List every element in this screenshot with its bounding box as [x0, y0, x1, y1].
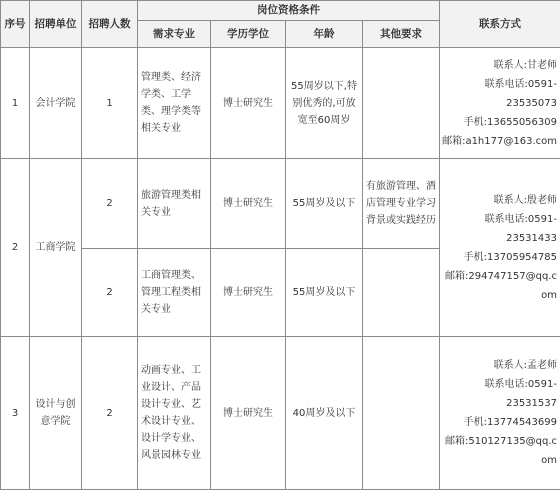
- cell-other: [363, 249, 440, 337]
- header-unit: 招聘单位: [30, 1, 82, 48]
- cell-age: 55周岁及以下: [286, 159, 363, 249]
- table-row: [1, 337, 560, 490]
- header-seq: 序号: [1, 1, 30, 48]
- cell-unit: 工商学院: [30, 159, 82, 337]
- header-qualifications: 岗位资格条件: [138, 1, 440, 21]
- contact-person: 联系人:甘老师: [493, 59, 557, 71]
- cell-count: 1: [82, 48, 138, 159]
- header-row: [1, 1, 560, 21]
- cell-count: 2: [82, 159, 138, 249]
- table-row: [1, 48, 560, 159]
- contact-phone: 23535073: [506, 97, 557, 109]
- cell-age: 55周岁及以下: [286, 249, 363, 337]
- contact-phone-label: 联系电话:0591-: [484, 213, 557, 225]
- header-other: 其他要求: [363, 21, 440, 48]
- cell-contact: [440, 159, 560, 337]
- header-contact: 联系方式: [440, 1, 560, 48]
- cell-major: 管理类、经济学类、工学类、理学类等相关专业: [138, 48, 211, 159]
- contact-phone-label: 联系电话:0591-: [484, 78, 557, 90]
- cell-contact: [440, 337, 560, 490]
- header-degree: 学历学位: [211, 21, 286, 48]
- cell-seq: 2: [1, 159, 30, 337]
- contact-person: 联系人:殷老师: [493, 194, 557, 206]
- cell-degree: 博士研究生: [211, 48, 286, 159]
- contact-phone: 23531433: [506, 232, 557, 244]
- header-major: 需求专业: [138, 21, 211, 48]
- cell-count: 2: [82, 249, 138, 337]
- header-age: 年龄: [286, 21, 363, 48]
- contact-email[interactable]: 邮箱:a1h177@163.com: [442, 135, 557, 147]
- cell-other: 有旅游管理、酒店管理专业学习背景或实践经历: [363, 159, 440, 249]
- contact-mobile: 手机:13774543699: [463, 417, 557, 428]
- cell-age: 40周岁及以下: [286, 337, 363, 490]
- header-count: 招聘人数: [82, 1, 138, 48]
- contact-email[interactable]: 邮箱:294747157@qq.com: [444, 270, 557, 301]
- cell-other: [363, 337, 440, 490]
- contact-person: 联系人:孟老师: [493, 360, 557, 371]
- cell-unit: 会计学院: [30, 48, 82, 159]
- table-row: [1, 159, 560, 249]
- cell-unit: 设计与创意学院: [30, 337, 82, 490]
- contact-phone-label: 联系电话:0591-: [484, 379, 557, 390]
- cell-degree: 博士研究生: [211, 249, 286, 337]
- cell-degree: 博士研究生: [211, 337, 286, 490]
- contact-mobile: 手机:13705954785: [463, 251, 557, 263]
- cell-major: 工商管理类、管理工程类相关专业: [138, 249, 211, 337]
- cell-degree: 博士研究生: [211, 159, 286, 249]
- cell-count: 2: [82, 337, 138, 490]
- cell-age: 55周岁以下,特别优秀的,可放宽至60周岁: [286, 48, 363, 159]
- cell-other: [363, 48, 440, 159]
- contact-phone: 23531537: [506, 398, 557, 409]
- cell-seq: 3: [1, 337, 30, 490]
- cell-major: 旅游管理类相关专业: [138, 159, 211, 249]
- contact-mobile: 手机:13655056309: [463, 116, 557, 128]
- contact-email[interactable]: 邮箱:510127135@qq.com: [444, 436, 557, 466]
- cell-major: 动画专业、工业设计、产品设计专业、艺术设计专业、设计学专业、风景园林专业: [138, 337, 211, 490]
- cell-contact: [440, 48, 560, 159]
- cell-seq: 1: [1, 48, 30, 159]
